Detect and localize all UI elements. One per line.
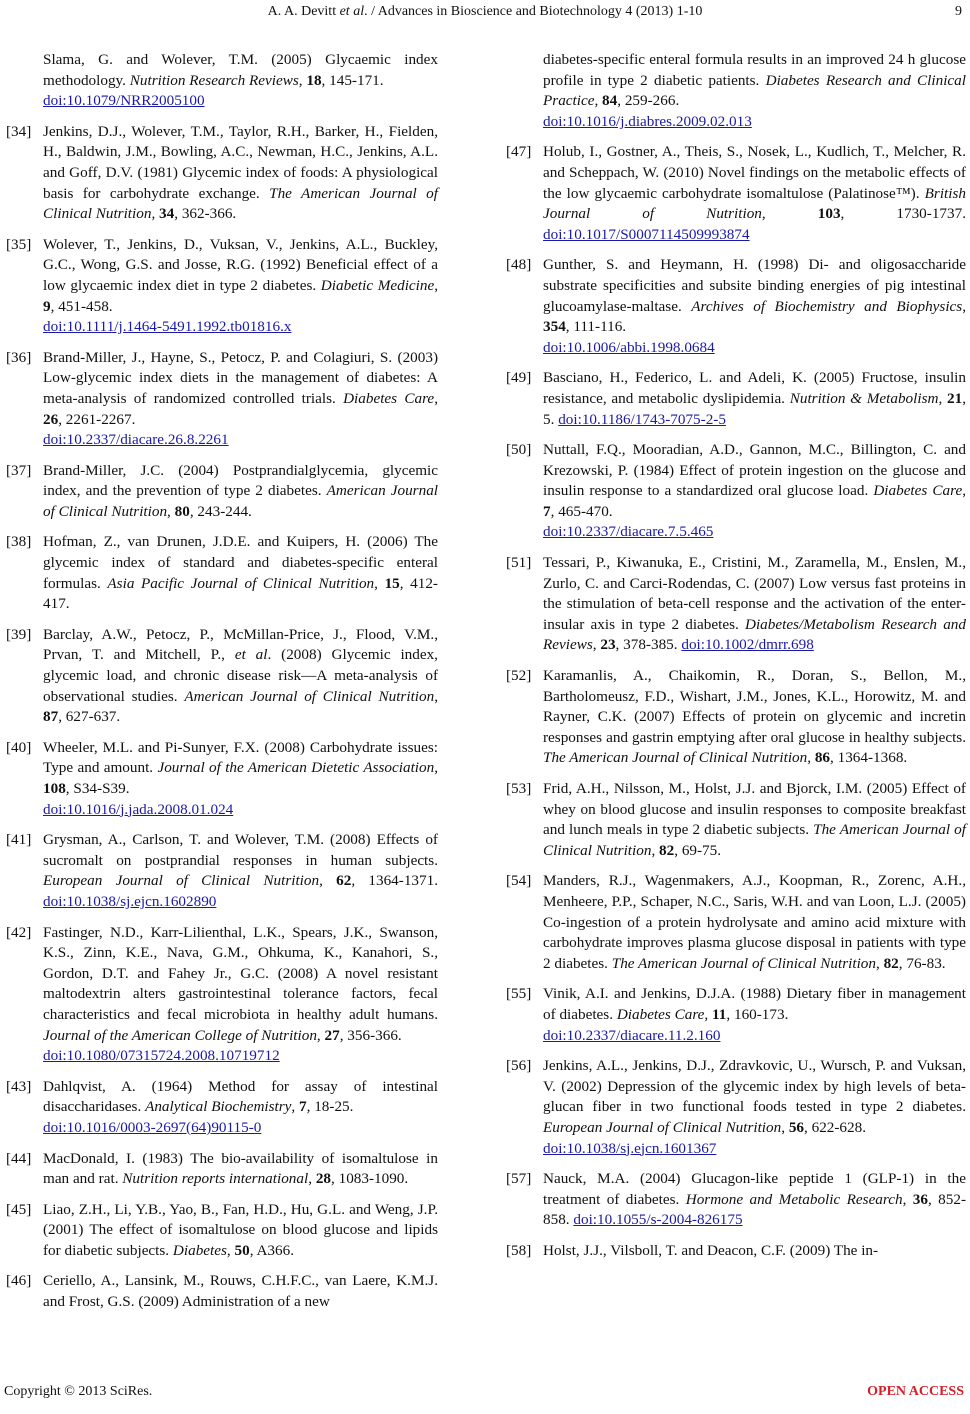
reference-item (506, 779, 966, 861)
copyright-notice: Copyright © 2013 SciRes. (4, 1384, 153, 1399)
ref-text: Wolever, T., Jenkins, D., Vuksan, V., Jenkins, A.L., Buckley, G.C., Wong, G.S. and Josse, R.G. (1992) Beneficial effect of a low glycaemic index diet in type 2 diabetes. (43, 235, 438, 294)
ref-text: Frid, A.H., Nilsson, M., Holst, J.J. and Bjorck, I.M. (2005) Effect of whey on blood glucose and insulin responses to composite breakfast and lunch meals in type 2 diabetic subjects. (543, 780, 966, 839)
reference-number: [56] (506, 1057, 532, 1075)
reference-continuation-left (43, 50, 438, 112)
reference-number: [53] (506, 780, 532, 797)
doi-link[interactable]: doi:10.1016/0003-2697(64)90115-0 (43, 1118, 262, 1136)
reference-item (506, 440, 966, 543)
ref-sep: , (434, 687, 438, 705)
ref-text-cont: . (2008) Glycemic index, glycemic load, and chronic disease risk—A meta-analysis of observational studies. (43, 646, 438, 705)
ref-sep: , (938, 389, 948, 407)
ref-pages: , 356-366. (339, 1026, 402, 1044)
reference-number: [46] (6, 1272, 32, 1290)
ref-journal: American Journal of Clinical Nutrition (43, 482, 439, 520)
reference-body (43, 461, 438, 523)
reference-item (506, 871, 966, 974)
ref-sep: , (962, 482, 966, 500)
ref-text: Jenkins, D.J., Wolever, T.M., Taylor, R.H., Barker, H., Fielden, H., Baldwin, J.M., Bowling, A.C., Newman, H.C., Jenkins, A.L. and Goff, D.V. (1981) Glycemic index of foods: A physiological basis for carbohydrate exchange. (43, 122, 438, 202)
ref-sep: , (761, 205, 818, 223)
ref-text: Ceriello, A., Lansink, M., Rouws, C.H.F.C., van Laere, K.M.J. and Frost, G.S. (2009) Administration of a new (43, 1272, 438, 1311)
doi-link[interactable]: doi:10.1186/1743-7075-2-5 (558, 410, 726, 428)
ref-pages: , 451-458. (50, 297, 113, 315)
ref-text: Vinik, A.I. and Jenkins, D.J.A. (1988) Dietary fiber in management of diabetes. (543, 985, 966, 1023)
ref-journal: Journal of the American College of Nutrition (43, 1026, 317, 1044)
reference-body (43, 1271, 438, 1312)
reference-body (543, 142, 966, 245)
doi-link[interactable]: doi:10.1002/dmrr.698 (681, 636, 814, 654)
reference-body (543, 440, 966, 543)
ref-volume: 103 (817, 205, 841, 223)
reference-item (506, 1241, 966, 1262)
ref-journal: Nutrition Research Reviews (129, 71, 299, 89)
reference-list-right (506, 142, 966, 1261)
ref-volume: 11 (712, 1005, 727, 1023)
ref-journal: The American Journal of Clinical Nutrition (43, 184, 438, 223)
ref-volume: 80 (174, 502, 190, 520)
reference-item (6, 830, 438, 912)
ref-volume: 62 (336, 872, 352, 890)
ref-pages: , 76-83. (898, 954, 946, 972)
reference-item (6, 1200, 438, 1262)
ref-text: Barclay, A.W., Petocz, P., McMillan-Price, J., Flood, V.M., Prvan, T. and Mitchell, P., (43, 625, 438, 664)
reference-item (6, 235, 438, 338)
ref-sep: , (308, 1170, 316, 1188)
ref-text: MacDonald, I. (1983) The bio-availability of isomaltulose in man and rat. (43, 1149, 438, 1188)
ref-volume: 21 (947, 389, 963, 407)
reference-list-left (6, 122, 438, 1313)
ref-sep: , (704, 1005, 713, 1023)
ref-text: Wheeler, M.L. and Pi-Sunyer, F.X. (2008) Carbohydrate issues: Type and amount. (43, 738, 438, 777)
ref-sep: , (594, 92, 603, 110)
ref-volume: 82 (883, 954, 899, 972)
reference-item (506, 666, 966, 769)
doi-link[interactable]: doi:10.1038/sj.ejcn.1602890 (43, 892, 217, 910)
header-authors: A. A. Devitt (267, 4, 337, 19)
ref-sep: , (434, 389, 438, 407)
ref-text: diabetes-specific enteral formula results in an improved 24 h glucose profile in type 2 diabetic patients. (543, 51, 966, 89)
ref-pages: , 412-417. (43, 574, 438, 613)
page-number: 9 (955, 4, 962, 19)
ref-sep: , (781, 1118, 789, 1136)
page-footer (0, 1384, 970, 1404)
ref-journal: Hormone and Metabolic Research (685, 1190, 903, 1208)
ref-sep: , (434, 276, 439, 294)
ref-sep: , (592, 636, 601, 654)
ref-text: Gunther, S. and Heymann, H. (1998) Di- and oligosaccharide substrate specificities and subsite binding energies of pig intestinal glucoamylase-maltase. (543, 256, 966, 315)
ref-volume: 56 (788, 1118, 804, 1136)
reference-item (6, 461, 438, 523)
ref-volume: 108 (43, 780, 66, 797)
left-column (6, 50, 438, 1323)
ref-sep: , (962, 297, 966, 315)
doi-link[interactable]: doi:10.1016/j.jada.2008.01.024 (43, 800, 234, 818)
ref-journal: European Journal of Clinical Nutrition (43, 872, 320, 890)
ref-pages: , A366. (249, 1241, 294, 1259)
ref-journal: Diabetes/Metabolism Research and Reviews (543, 615, 966, 654)
ref-pages: , 5. (543, 389, 966, 428)
ref-pages: , 378-385. (615, 636, 682, 654)
reference-body (543, 666, 966, 769)
reference-number: [58] (506, 1241, 532, 1259)
reference-number: [38] (6, 533, 32, 551)
ref-journal: Asia Pacific Journal of Clinical Nutrition (107, 574, 375, 592)
ref-text: Grysman, A., Carlson, T. and Wolever, T.M. (2008) Effects of sucromalt on postprandial responses in human subjects. (43, 831, 438, 869)
ref-journal: British Journal of Nutrition (543, 184, 966, 223)
doi-link[interactable]: doi:10.1055/s-2004-826175 (573, 1211, 743, 1229)
ref-journal: Archives of Biochemistry and Biophysics (691, 297, 963, 315)
reference-number: [50] (506, 441, 532, 459)
doi-link[interactable]: doi:10.1079/NRR2005100 (43, 92, 205, 110)
reference-item (6, 923, 438, 1067)
ref-pages: , 259-266. (617, 92, 680, 110)
reference-body (543, 1241, 966, 1262)
ref-journal: Diabetes Care (343, 389, 435, 407)
reference-number: [52] (506, 667, 532, 685)
reference-number: [48] (506, 256, 532, 274)
ref-journal: European Journal of Clinical Nutrition (543, 1118, 782, 1136)
reference-number: [55] (506, 985, 532, 1003)
ref-text: Liao, Z.H., Li, Y.B., Yao, B., Fan, H.D., Hu, G.L. and Weng, J.P. (2001) The effect of isomaltulose on blood glucose and lipids for diabetic subjects. (43, 1200, 438, 1259)
running-header (0, 4, 970, 24)
ref-journal: American Journal of Clinical Nutrition (184, 687, 435, 705)
ref-sep: , (902, 1190, 913, 1208)
ref-text: Hofman, Z., van Drunen, J.D.E. and Kuipers, H. (2006) The glycemic index of standard and diabetes-specific enteral formulas. (43, 533, 438, 592)
ref-sep: , (651, 841, 660, 859)
ref-text: Dahlqvist, A. (1964) Method for assay of intestinal disaccharidases. (43, 1077, 438, 1116)
reference-item (6, 625, 438, 728)
reference-body (43, 348, 438, 451)
doi-link[interactable]: doi:10.1111/j.1464-5491.1992.tb01816.x (43, 318, 292, 336)
ref-volume: 27 (324, 1026, 340, 1044)
ref-text: Karamanlis, A., Chaikomin, R., Doran, S., Bellon, M., Bartholomeusz, F.D., Wishart, J.M., Jones, K.L., Horowitz, M. and Rayner, C.K. (2007) Effects of protein on glycemic and incretin responses and gastrin emptying after oral glucose in healthy subjects. (543, 667, 966, 746)
ref-journal: Diabetes Care (616, 1005, 705, 1023)
ref-volume: 354 (543, 318, 566, 336)
reference-item (506, 368, 966, 430)
reference-item (506, 142, 966, 245)
reference-item (506, 984, 966, 1046)
ref-volume: 34 (159, 205, 175, 223)
ref-sep: , (374, 574, 385, 592)
ref-volume: 9 (43, 297, 51, 315)
ref-volume: 86 (814, 749, 831, 767)
ref-journal: The American Journal of Clinical Nutrition (543, 749, 808, 767)
doi-link[interactable]: doi:10.2337/diacare.26.8.2261 (43, 431, 229, 449)
ref-journal: Nutrition reports international (122, 1170, 309, 1188)
reference-item (6, 1149, 438, 1190)
reference-body (543, 871, 966, 974)
reference-body (543, 553, 966, 656)
ref-etal: et al (234, 646, 268, 664)
ref-journal: Diabetes Research and Clinical Practice (543, 71, 966, 110)
ref-pages: , 160-173. (726, 1005, 789, 1023)
reference-number: [39] (6, 625, 32, 643)
reference-number: [45] (6, 1200, 32, 1218)
ref-volume: 36 (912, 1190, 928, 1208)
reference-number: [36] (6, 348, 32, 366)
ref-sep: , (875, 954, 884, 972)
reference-number: [40] (6, 738, 32, 756)
reference-body (43, 122, 438, 225)
reference-number: [51] (506, 554, 532, 572)
ref-volume: 23 (600, 636, 616, 654)
ref-volume: 87 (43, 708, 59, 726)
ref-volume: 7 (299, 1098, 307, 1116)
ref-volume: 50 (234, 1241, 250, 1259)
reference-item (6, 348, 438, 451)
reference-body (43, 923, 438, 1067)
reference-number: [34] (6, 122, 32, 140)
reference-number: [41] (6, 831, 32, 849)
ref-pages: , 145-171. (321, 71, 384, 89)
reference-number: [57] (506, 1170, 532, 1188)
reference-body (43, 830, 438, 912)
reference-body (43, 738, 438, 820)
reference-body (43, 235, 438, 338)
doi-link[interactable]: doi:10.1038/sj.ejcn.1601367 (543, 1139, 717, 1157)
right-column (506, 50, 966, 1271)
reference-item (6, 738, 438, 820)
reference-body (543, 984, 966, 1046)
reference-number: [54] (506, 872, 532, 890)
doi-link[interactable]: doi:10.1006/abbi.1998.0684 (543, 338, 715, 356)
ref-pages: , 627-637. (58, 708, 121, 726)
ref-text: Brand-Miller, J.C. (2004) Postprandialglycemia, glycemic index, and the prevention of type 2 diabetes. (43, 461, 438, 500)
reference-item (6, 532, 438, 614)
ref-pages: , 2261-2267. (58, 410, 136, 428)
ref-sep: , (151, 205, 160, 223)
ref-pages: , 362-366. (174, 205, 237, 223)
reference-number: [44] (6, 1149, 32, 1167)
reference-item (6, 1271, 438, 1312)
ref-text: Holub, I., Gostner, A., Theis, S., Nosek, L., Kudlich, T., Melcher, R. and Scheppach, W. (2010) Novel findings on the metabolic effects of the low glycaemic carbohydrate isomaltulose (Palatinose™). (543, 143, 966, 202)
reference-item (506, 553, 966, 656)
reference-continuation-right (543, 50, 966, 132)
reference-body (543, 1169, 966, 1231)
ref-pages: , 852-858. (543, 1190, 967, 1229)
reference-item (506, 1169, 966, 1231)
ref-pages: , 111-116. (565, 318, 627, 336)
ref-pages: , 69-75. (674, 841, 722, 859)
ref-text: Brand-Miller, J., Hayne, S., Petocz, P. and Colagiuri, S. (2003) Low-glycemic index diets in the management of diabetes: A meta-analysis of randomized controlled trials. (43, 348, 438, 407)
reference-item (506, 1056, 966, 1159)
doi-link[interactable]: doi:10.1017/S0007114509993874 (543, 225, 750, 243)
reference-body (43, 1149, 438, 1190)
reference-number: [37] (6, 461, 32, 479)
ref-sep: , (316, 1026, 325, 1044)
ref-volume: 26 (43, 410, 59, 428)
ref-pages: , 1364-1371. (351, 872, 439, 890)
ref-sep: , (298, 71, 307, 89)
ref-volume: 18 (306, 71, 322, 89)
ref-text: Manders, R.J., Wagenmakers, A.J., Koopman, R., Zorenc, A.H., Menheere, P.P., Schaper, N.C., Saris, W.H. and van Loon, L.J. (2005) Co-ingestion of a protein hydrolysate and amino acid mixture with carbohydrate improves plasma glucose disposal in patients with type 2 diabetes. (543, 872, 966, 972)
ref-volume: 28 (315, 1170, 331, 1188)
reference-item (6, 122, 438, 225)
ref-sep: , (226, 1241, 235, 1259)
reference-body (43, 532, 438, 614)
reference-body (43, 1200, 438, 1262)
ref-text: Nauck, M.A. (2004) Glucagon-like peptide 1 (GLP-1) in the treatment of diabetes. (543, 1170, 966, 1208)
ref-pages: , 1083-1090. (331, 1170, 409, 1188)
doi-link[interactable]: doi:10.2337/diacare.11.2.160 (543, 1026, 721, 1044)
header-etal: et al (339, 4, 365, 19)
reference-body (543, 1056, 966, 1159)
ref-journal: Journal of the American Dietetic Association (157, 759, 435, 777)
ref-sep: , (807, 749, 815, 767)
ref-pages: , 1364-1368. (830, 749, 908, 767)
ref-volume: 15 (384, 574, 400, 592)
ref-pages: , 465-470. (550, 502, 613, 520)
reference-body (543, 368, 966, 430)
ref-text: Holst, J.J., Vilsboll, T. and Deacon, C.F. (2009) The in- (543, 1241, 879, 1259)
ref-journal: Nutrition & Metabolism (789, 389, 939, 407)
ref-text: Nuttall, F.Q., Mooradian, A.D., Gannon, M.C., Billington, C. and Krezowski, P. (1984) Effect of protein ingestion on the glucose and insulin response to a standardized oral glucose load. (543, 441, 966, 500)
doi-link[interactable]: doi:10.1016/j.diabres.2009.02.013 (543, 112, 752, 130)
ref-text: Basciano, H., Federico, L. and Adeli, K. (2005) Fructose, insulin resistance, and metabolic dyslipidemia. (543, 369, 966, 407)
ref-sep: , (434, 759, 438, 777)
ref-sep: , (319, 872, 337, 890)
ref-volume: 82 (659, 841, 675, 859)
reference-number: [35] (6, 235, 32, 253)
ref-journal: Diabetes (172, 1241, 227, 1259)
ref-sep: , (291, 1098, 300, 1116)
ref-text: Fastinger, N.D., Karr-Lilienthal, L.K., Spears, J.K., Swanson, K.S., Zinn, K.E., Nava, G.M., Ohkuma, K., Kanahori, S., Gordon, D.T. and Fahey Jr., G.C. (2008) A novel resistant maltodextrin alters gastrointestinal tolerance factors, fecal characteristics and fecal microbiota in healthy adult humans. (43, 923, 438, 1023)
reference-body (543, 255, 966, 358)
ref-journal: Analytical Biochemistry (145, 1098, 292, 1116)
open-access-label: OPEN ACCESS (867, 1384, 964, 1399)
ref-pages: , 622-628. (804, 1118, 867, 1136)
ref-pages: , S34-S39. (65, 780, 130, 797)
ref-volume: 7 (543, 502, 551, 520)
ref-journal: The American Journal of Clinical Nutrition (611, 954, 876, 972)
ref-volume: 84 (602, 92, 618, 110)
ref-journal: The American Journal of Clinical Nutrition (543, 821, 966, 859)
header-journal: . / Advances in Bioscience and Biotechnology 4 (2013) 1-10 (364, 4, 703, 19)
reference-number: [47] (506, 143, 532, 161)
ref-text: Tessari, P., Kiwanuka, E., Cristini, M., Zaramella, M., Enslen, M., Zurlo, C. and Carci-Rodendas, C. (2007) Low versus fast proteins in the stimulation of beta-cell response and the activation of the enter-insular axis in type 2 diabetes. (543, 554, 966, 633)
reference-item (506, 255, 966, 358)
reference-body (43, 1077, 438, 1139)
doi-link[interactable]: doi:10.2337/diacare.7.5.465 (543, 523, 714, 541)
ref-pages: , 243-244. (189, 502, 252, 520)
reference-body (43, 625, 438, 728)
ref-pages: , 1730-1737. (840, 205, 966, 223)
reference-number: [42] (6, 923, 32, 941)
reference-number: [43] (6, 1077, 32, 1095)
doi-link[interactable]: doi:10.1080/07315724.2008.10719712 (43, 1047, 280, 1065)
reference-number: [49] (506, 369, 532, 387)
reference-item (6, 1077, 438, 1139)
ref-journal: Diabetic Medicine (320, 276, 435, 294)
ref-text: Slama, G. and Wolever, T.M. (2005) Glycaemic index methodology. (43, 51, 438, 89)
ref-sep: , (167, 502, 175, 520)
reference-body (543, 779, 966, 861)
ref-text: Jenkins, A.L., Jenkins, D.J., Zdravkovic, U., Wursch, P. and Vuksan, V. (2002) Depression of the glycemic index by high levels of beta-glucan fiber in two functional foods tested in type 2 diabetes. (543, 1057, 966, 1116)
ref-pages: , 18-25. (306, 1098, 354, 1116)
ref-journal: Diabetes Care (873, 482, 963, 500)
